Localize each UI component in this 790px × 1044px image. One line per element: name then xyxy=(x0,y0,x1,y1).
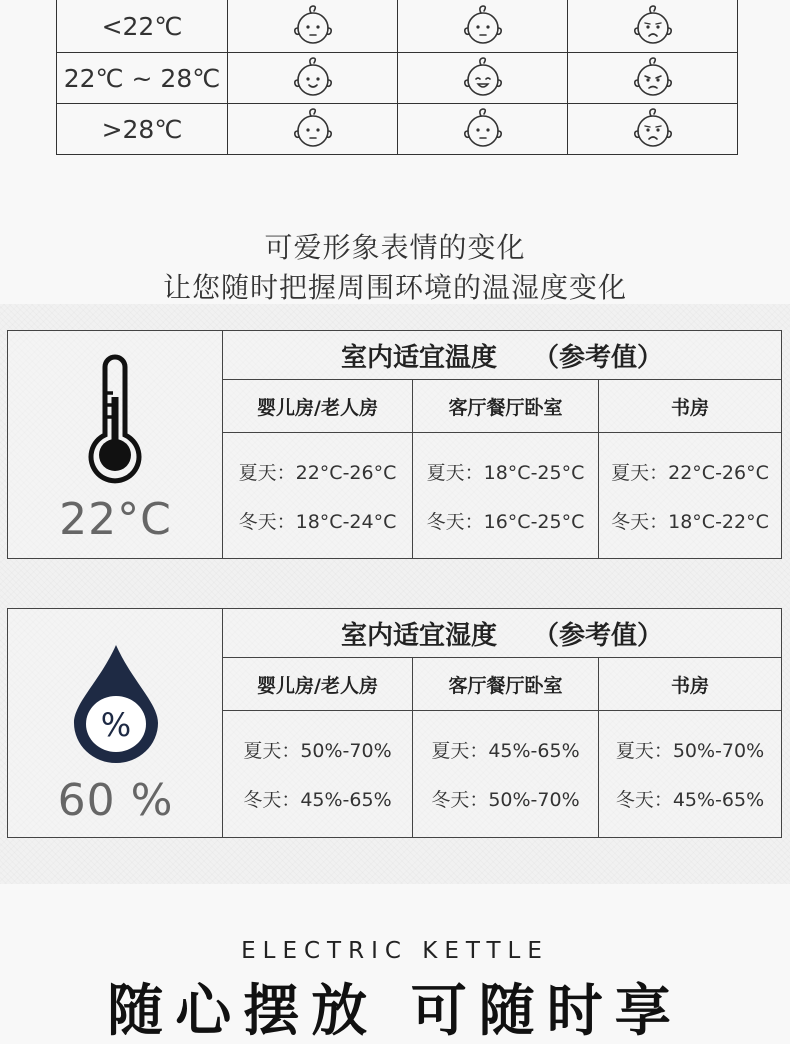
column-header: 客厅餐厅卧室 xyxy=(412,380,598,432)
neutral-face-icon xyxy=(228,104,398,155)
summer-range: 夏天：50%-70% xyxy=(243,740,392,762)
section-eyebrow: ELECTRIC KETTLE xyxy=(241,938,549,964)
frown-face-icon xyxy=(568,0,738,53)
caption-line-2: 让您随时把握周围环境的温湿度变化 xyxy=(162,271,627,304)
neutral-face-icon xyxy=(398,0,568,53)
column-header: 客厅餐厅卧室 xyxy=(412,658,598,710)
temperature-reference-card xyxy=(7,330,782,559)
table-row xyxy=(57,104,738,155)
humidity-value: 60 % xyxy=(57,775,174,826)
frown-face-icon xyxy=(568,104,738,155)
temperature-table xyxy=(223,331,781,558)
column-header: 书房 xyxy=(598,658,781,710)
title-note: （参考值） xyxy=(533,620,664,651)
column-header: 婴儿房/老人房 xyxy=(257,396,378,419)
humidity-icon-cell xyxy=(8,609,223,837)
happy-face-icon xyxy=(398,53,568,104)
comfort-face-table xyxy=(56,0,738,155)
summer-range: 夏天：50%-70% xyxy=(615,740,765,762)
temperature-condition: >28℃ xyxy=(57,104,228,155)
temperature-icon-cell xyxy=(8,331,223,558)
neutral-face-icon xyxy=(398,104,568,155)
reference-panel xyxy=(0,304,790,884)
caption-line-1: 可爱形象表情的变化 xyxy=(264,231,526,264)
column-headers xyxy=(223,380,781,433)
column-headers xyxy=(223,658,781,711)
neutral-face-icon xyxy=(228,0,398,53)
temperature-condition: 22℃ ~ 28℃ xyxy=(57,53,228,104)
summer-range: 夏天：22°C-26°C xyxy=(238,461,397,484)
summer-range: 夏天：22°C-26°C xyxy=(611,461,769,484)
column-header: 婴儿房/老人房 xyxy=(257,674,378,697)
value-row xyxy=(223,433,781,558)
angry-face-icon xyxy=(568,53,738,104)
title-note: （参考值） xyxy=(533,342,664,373)
value-cell xyxy=(412,433,598,558)
summer-range: 夏天：18°C-25°C xyxy=(426,461,585,484)
humidity-table-title xyxy=(223,609,781,658)
section-title: 随心摆放 可随时享 xyxy=(107,979,683,1044)
humidity-reference-card xyxy=(7,608,782,838)
value-cell xyxy=(598,711,781,837)
value-cell xyxy=(598,433,781,558)
humidity-table xyxy=(223,609,781,837)
winter-range: 冬天：18°C-22°C xyxy=(611,510,769,533)
winter-range: 冬天：18°C-24°C xyxy=(238,510,397,533)
table-row xyxy=(57,0,738,53)
winter-range: 冬天：45%-65% xyxy=(615,789,765,811)
column-header: 书房 xyxy=(598,380,781,432)
value-row xyxy=(223,711,781,837)
title-text: 室内适宜湿度 xyxy=(340,620,497,651)
smile-face-icon xyxy=(228,53,398,104)
winter-range: 冬天：16°C-25°C xyxy=(426,510,585,533)
svg-text:%: % xyxy=(100,706,132,744)
summer-range: 夏天：45%-65% xyxy=(431,740,580,762)
temperature-table-title xyxy=(223,331,781,380)
winter-range: 冬天：45%-65% xyxy=(243,789,392,811)
thermometer-icon xyxy=(83,353,147,487)
winter-range: 冬天：50%-70% xyxy=(431,789,580,811)
temperature-condition: <22℃ xyxy=(57,0,228,53)
table-row xyxy=(57,53,738,104)
value-cell xyxy=(223,433,412,558)
title-text: 室内适宜温度 xyxy=(340,342,497,373)
value-cell xyxy=(412,711,598,837)
value-cell xyxy=(223,711,412,837)
section-title-clipped xyxy=(0,979,790,1044)
water-drop-percent-icon xyxy=(70,641,162,767)
temperature-value: 22°C xyxy=(59,494,172,545)
